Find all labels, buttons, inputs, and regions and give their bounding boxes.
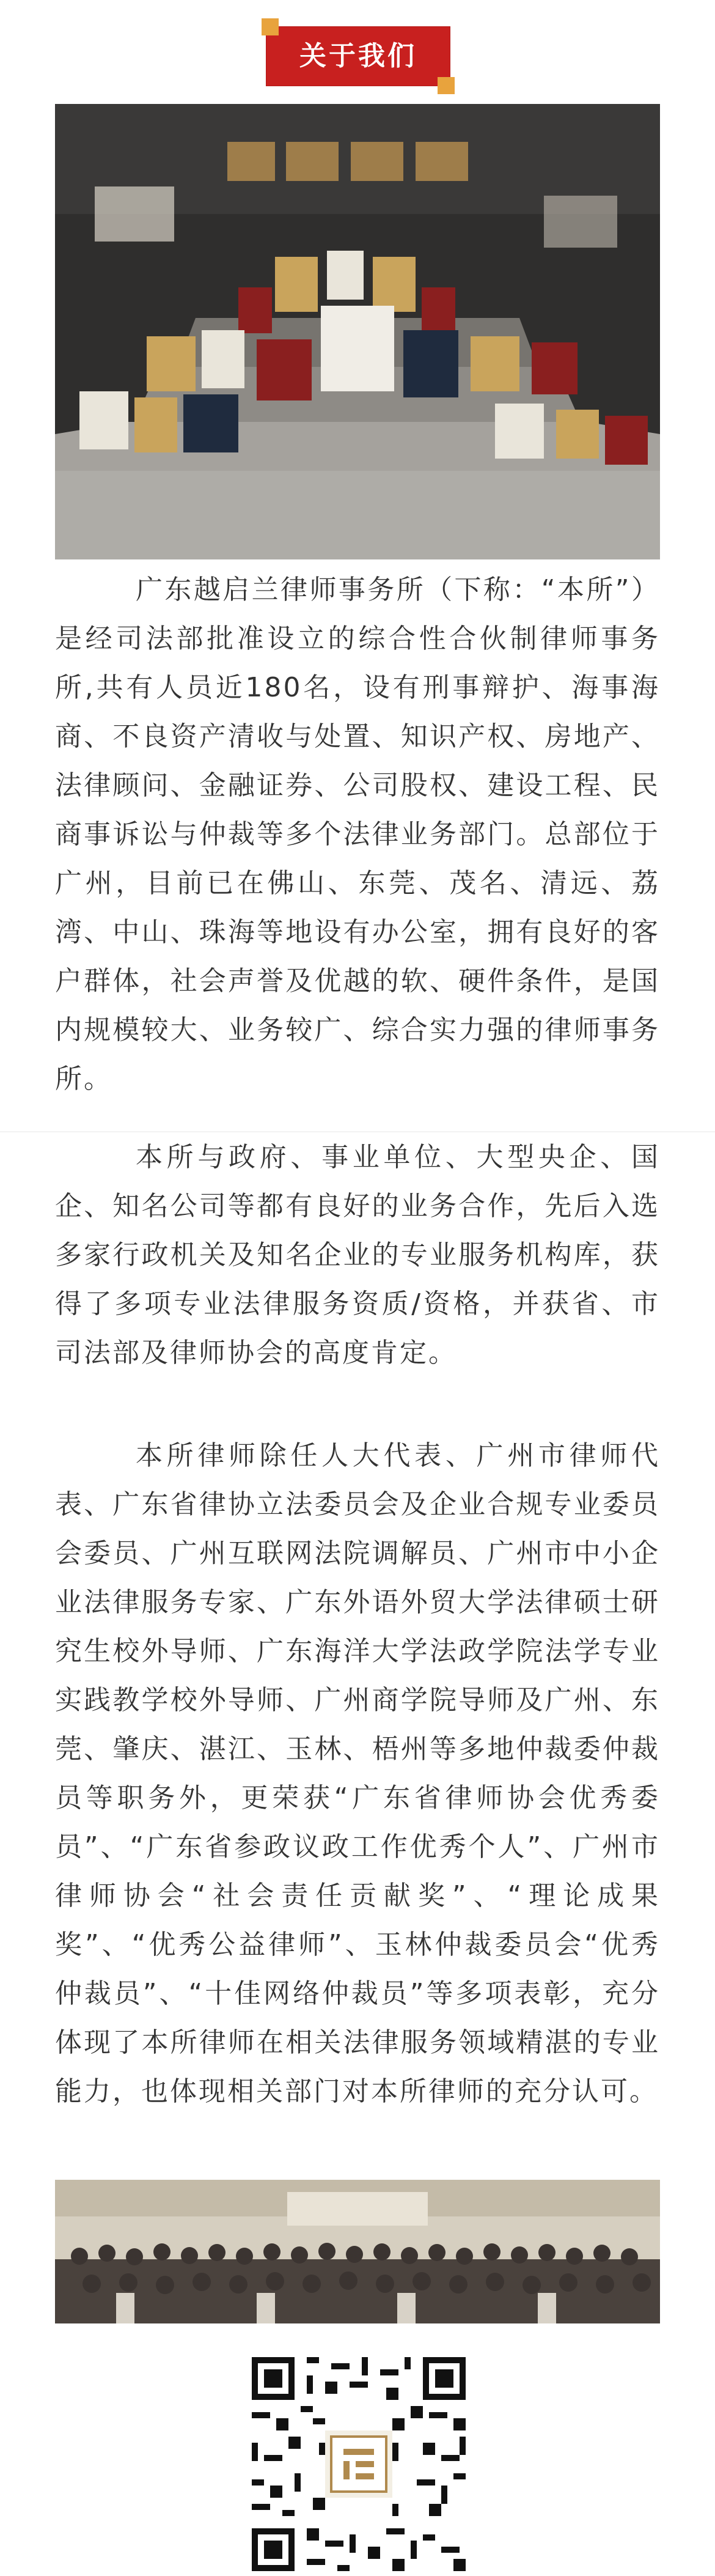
- divider: [0, 1131, 715, 1132]
- group-photo-illustration: [55, 2180, 660, 2323]
- intro-paragraph: 广东越启兰律师事务所（下称：“本所”） 是经司法部批准设立的综合性合伙制律师事务所,共有人员近180名，设有刑事辩护、海事海商、不良资产清收与处置、知识产权、房地产、法律顾问、金融证券、公司股权、建设工程、民商事诉讼与仲裁等多个法律业务部门。总部位于广州，目前已在佛山、东莞、茂名、清远、荔湾、中山、珠海等地设有办公室，拥有良好的客户群体，社会声誉及优越的软、硬件条件，是国内规模较大、业务较广、综合实力强的律师事务所。: [55, 574, 660, 1094]
- qr-code[interactable]: [252, 2357, 466, 2571]
- group-photo: [55, 2180, 660, 2323]
- section-header: [0, 0, 715, 104]
- cooperation-paragraph: 本所与政府、事业单位、大型央企、国企、知名公司等都有良好的业务合作，先后入选多家行政机关及知名企业的专业服务机构库，获得了多项专业法律服务资质/资格，并获省、市司法部及律师协会的高度肯定。: [55, 1142, 660, 1368]
- section-title: 关于我们: [299, 40, 417, 72]
- honors-paragraph: 本所律师除任人大代表、广州市律师代表、广东省律协立法委员会及企业合规专业委员会委员、广州互联网法院调解员、广州市中小企业法律服务专家、广东外语外贸大学法律硕士研究生校外导师、广东海洋大学法政学院法学专业实践教学校外导师、广州商学院导师及广州、东莞、肇庆、湛江、玉林、梧州等多地仲裁委仲裁员等职务外，更荣获“广东省律师协会优秀委员”、“广东省参政议政工作优秀个人”、广州市律师协会“社会责任贡献奖”、“理论成果奖”、“优秀公益律师”、玉林仲裁委员会“优秀仲裁员”、“十佳网络仲裁员”等多项表彰，充分体现了本所律师在相关法律服务领域精湛的专业能力，也体现相关部门对本所律师的充分认可。: [55, 1440, 660, 2107]
- logo-mark: [343, 2449, 374, 2455]
- honors-wall-illustration: [55, 104, 660, 559]
- qr-code-icon: [252, 2357, 466, 2571]
- title-badge: [266, 27, 450, 86]
- honors-wall-photo: [55, 104, 660, 559]
